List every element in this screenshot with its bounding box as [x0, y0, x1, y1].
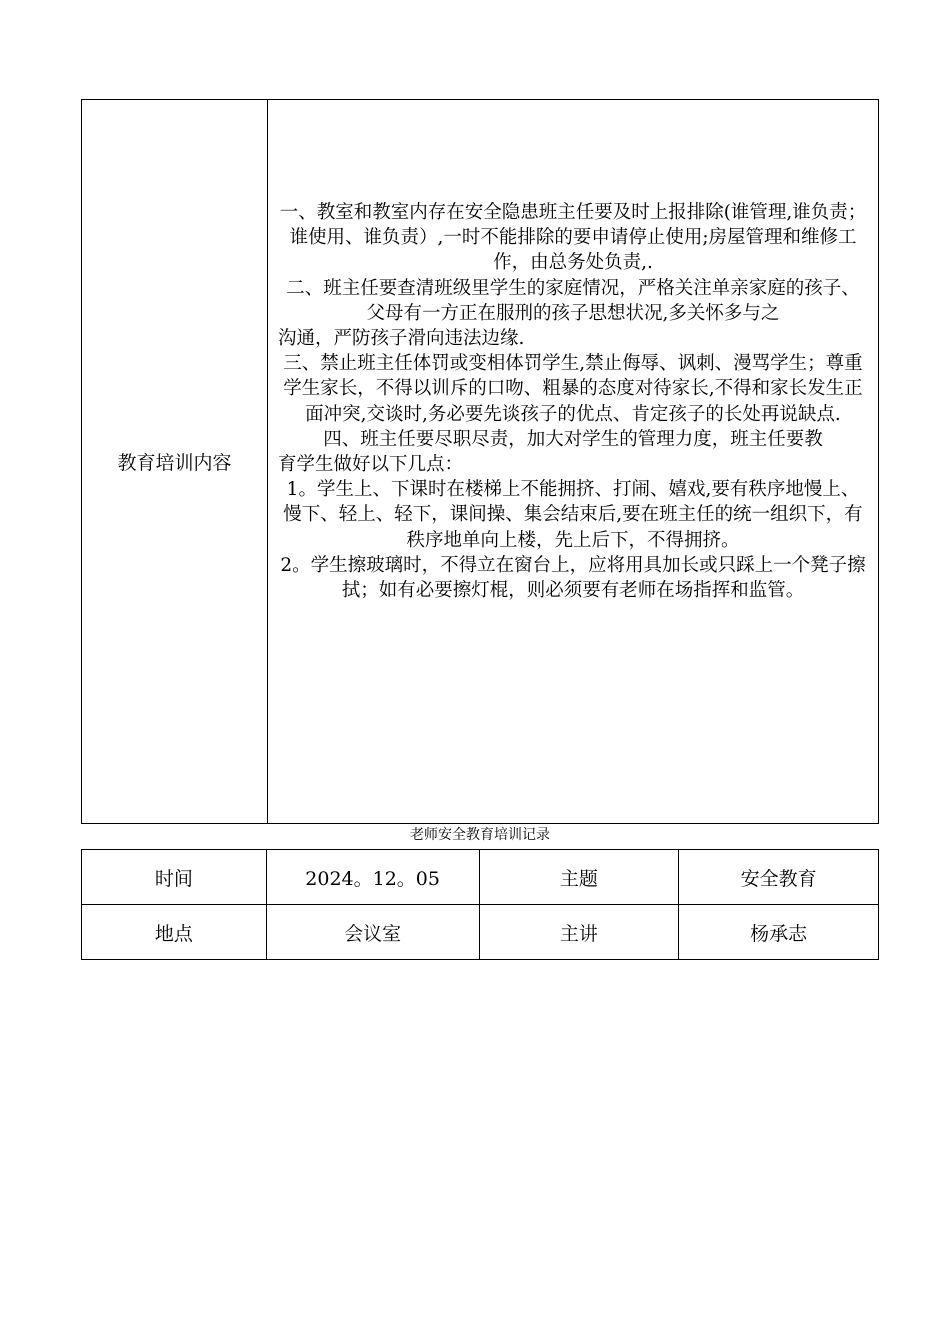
content-paragraph-2: 二、班主任要查清班级里学生的家庭情况，严格关注单亲家庭的孩子、父母有一方正在服刑的孩子思想状况,多关怀多与之	[286, 277, 860, 324]
place-value: 会议室	[266, 905, 479, 960]
content-paragraph-6: 育学生做好以下几点：	[278, 454, 464, 476]
training-content-table	[81, 99, 879, 824]
record-caption: 老师安全教育培训记录	[410, 827, 550, 843]
content-paragraph-4: 三、禁止班主任体罚或变相体罚学生,禁止侮辱、讽刺、漫骂学生；尊重学生家长，不得以训斥的口吻、粗暴的态度对待家长,不得和家长发生正面冲突,交谈时,务必要先谈孩子的优点、肯定孩子的长处再说缺点.	[283, 353, 863, 425]
table-row	[82, 905, 879, 960]
training-info-table	[81, 849, 879, 960]
content-paragraph-5: 四、班主任要尽职尽责，加大对学生的管理力度，班主任要教	[323, 428, 823, 450]
time-value: 2024。12。05	[266, 850, 479, 905]
place-label: 地点	[82, 905, 267, 960]
content-paragraph-8: 2。学生擦玻璃时，不得立在窗台上，应将用具加长或只踩上一个凳子擦拭；如有必要擦灯棍，则必须要有老师在场指挥和监管。	[280, 554, 866, 602]
content-paragraph-7: 1。学生上、下课时在楼梯上不能拥挤、打闹、嬉戏,要有秩序地慢上、慢下、轻上、轻下，课间操、集会结束后,要在班主任的统一组织下，有秩序地单向上楼，先上后下，不得拥挤。	[283, 479, 863, 551]
content-paragraph-3: 沟通，严防孩子滑向违法边缘.	[278, 328, 525, 350]
topic-value: 安全教育	[679, 850, 879, 905]
topic-label: 主题	[479, 850, 679, 905]
training-content-body	[268, 100, 878, 823]
speaker-label: 主讲	[479, 905, 679, 960]
time-label: 时间	[82, 850, 267, 905]
training-content-label: 教育培训内容	[82, 100, 268, 823]
table-row	[82, 850, 879, 905]
content-paragraph-1: 一、教室和教室内存在安全隐患班主任要及时上报排除(谁管理,谁负责；谁使用、谁负责）,一时不能排除的要申请停止使用;房屋管理和维修工作，由总务处负责,.	[279, 202, 867, 274]
speaker-value: 杨承志	[679, 905, 879, 960]
